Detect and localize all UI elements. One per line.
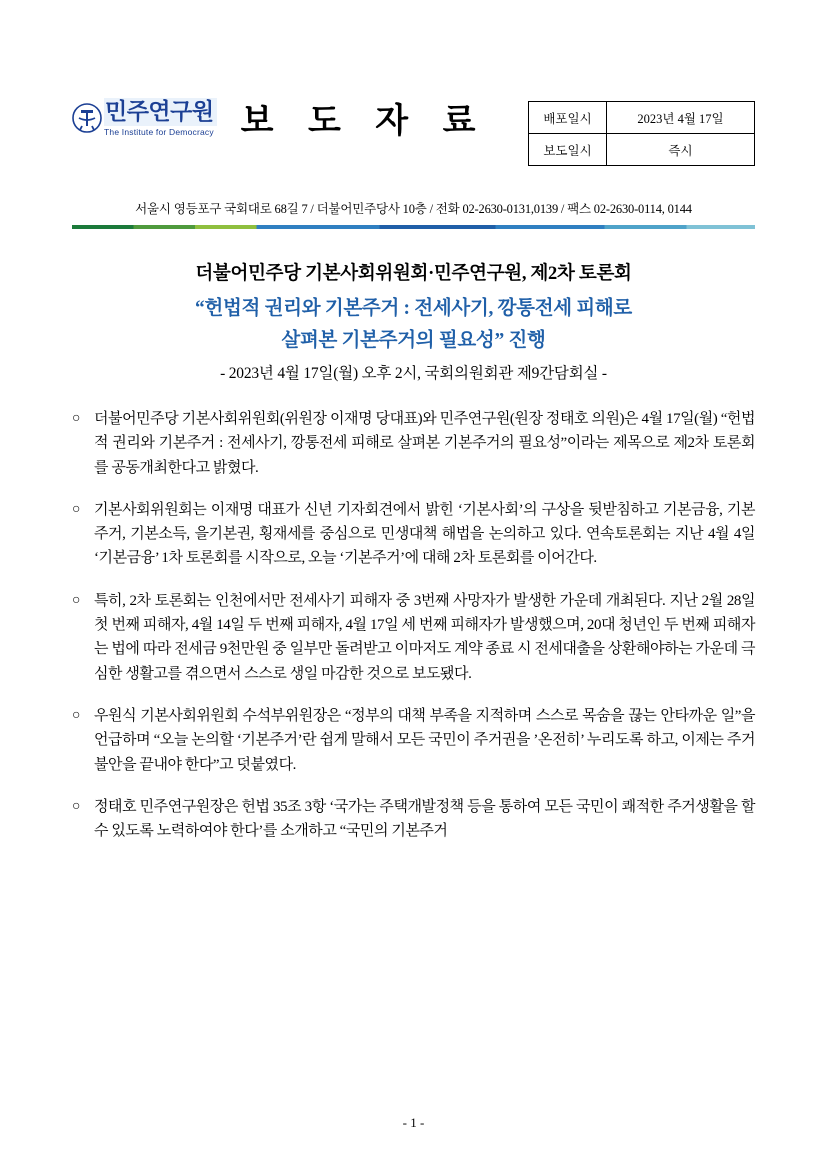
paragraph-text: 더불어민주당 기본사회위원회(위원장 이재명 당대표)와 민주연구원(원장 정태호 의원)은 4월 17일(월) “헌법적 권리와 기본주거 : 전세사기, 깡통전세 피해로 살펴본 기본주거의 필요성”이라는 제목으로 제2차 토론회를 공동개최한다고 밝혔다. bbox=[94, 411, 755, 476]
header-divider bbox=[72, 225, 755, 229]
paragraph-2 bbox=[72, 498, 755, 571]
release-meta-table bbox=[528, 101, 755, 166]
subject-line: 더불어민주당 기본사회위원회·민주연구원, 제2차 토론회 bbox=[195, 264, 632, 284]
headline-line-1: “헌법적 권리와 기본주거 : 전세사기, 깡통전세 피해로 bbox=[195, 298, 632, 319]
page-number: - 1 - bbox=[402, 1115, 425, 1130]
bullet-icon: ○ bbox=[72, 707, 81, 723]
document-header bbox=[72, 75, 755, 171]
meta-value-distribution: 2023년 4월 17일 bbox=[607, 102, 755, 134]
title-block bbox=[72, 259, 755, 383]
paragraph-4 bbox=[72, 704, 755, 777]
meta-label-distribution: 배포일시 bbox=[529, 102, 607, 134]
paragraph-5 bbox=[72, 795, 755, 844]
table-row bbox=[529, 134, 755, 166]
paragraph-3 bbox=[72, 589, 755, 686]
table-row bbox=[529, 102, 755, 134]
logo-main-text: 민주연구원 bbox=[104, 98, 217, 126]
paragraph-text: 기본사회위원회는 이재명 대표가 신년 기자회견에서 밝힌 ‘기본사회’의 구상을 뒷받침하고 기본금융, 기본주거, 기본소득, 을기본권, 횡재세를 중심으로 민생대책 해법을 논의하고 있다. 연속토론회는 지난 4월 4일 ‘기본금융’ 1차 토론회를 시작으로, 오늘 ‘기본주거’에 대해 2차 토론회를 이어간다. bbox=[94, 501, 755, 567]
institute-logo bbox=[72, 98, 217, 137]
headline-line-2: 살펴본 기본주거의 필요성” 진행 bbox=[281, 330, 546, 351]
paragraph-1 bbox=[72, 407, 755, 480]
bullet-icon: ○ bbox=[72, 501, 81, 517]
bullet-icon: ○ bbox=[72, 592, 81, 608]
logo-sub-text: The Institute for Democracy bbox=[104, 127, 214, 138]
paragraph-text: 정태호 민주연구원장은 헌법 35조 3항 ‘국가는 주택개발정책 등을 통하여 모든 국민이 쾌적한 주거생활을 할 수 있도록 노력하여야 한다’를 소개하고 “국민의 기본주거 bbox=[94, 798, 755, 840]
event-details-line: - 2023년 4월 17일(월) 오후 2시, 국회의원회관 제9간담회실 - bbox=[220, 365, 607, 382]
institute-logo-icon bbox=[72, 103, 102, 133]
meta-value-embargo: 즉시 bbox=[607, 134, 755, 166]
paragraph-text: 특히, 2차 토론회는 인천에서만 전세사기 피해자 중 3번째 사망자가 발생한 가운데 개최된다. 지난 2월 28일 첫 번째 피해자, 4월 14일 두 번째 피해자, 4월 17일 세 번째 피해자가 발생했으며, 20대 청년인 두 번째 피해자는 법에 따라 전세금 9천만원 중 일부만 돌려받고 이마저도 계약 종료 시 전세대출을 상환해야하는 가운데 극심한 생활고를 겪으면서 스스로 생일 마감한 것으로 보도됐다. bbox=[94, 592, 755, 682]
document-body bbox=[72, 407, 755, 843]
bullet-icon: ○ bbox=[72, 411, 81, 426]
paragraph-text: 우원식 기본사회위원회 수석부위원장은 “정부의 대책 부족을 지적하며 스스로 목숨을 끊는 안타까운 일”을 언급하며 “오늘 논의할 ‘기본주거’란 쉽게 말해서 모든 국민이 주거권을 ’온전히’ 누리도록 하고, 이제는 주거 불안을 끝내야 한다”고 덧붙였다. bbox=[94, 707, 755, 773]
page-title: 보 도 자 료 bbox=[240, 103, 489, 140]
contact-address-line: 서울시 영등포구 국회대로 68길 7 / 더불어민주당사 10층 / 전화 02-2630-0131,0139 / 팩스 02-2630-0114, 0144 bbox=[135, 202, 692, 216]
bullet-icon: ○ bbox=[72, 798, 81, 814]
brand-block bbox=[72, 75, 488, 142]
meta-label-embargo: 보도일시 bbox=[529, 134, 607, 166]
